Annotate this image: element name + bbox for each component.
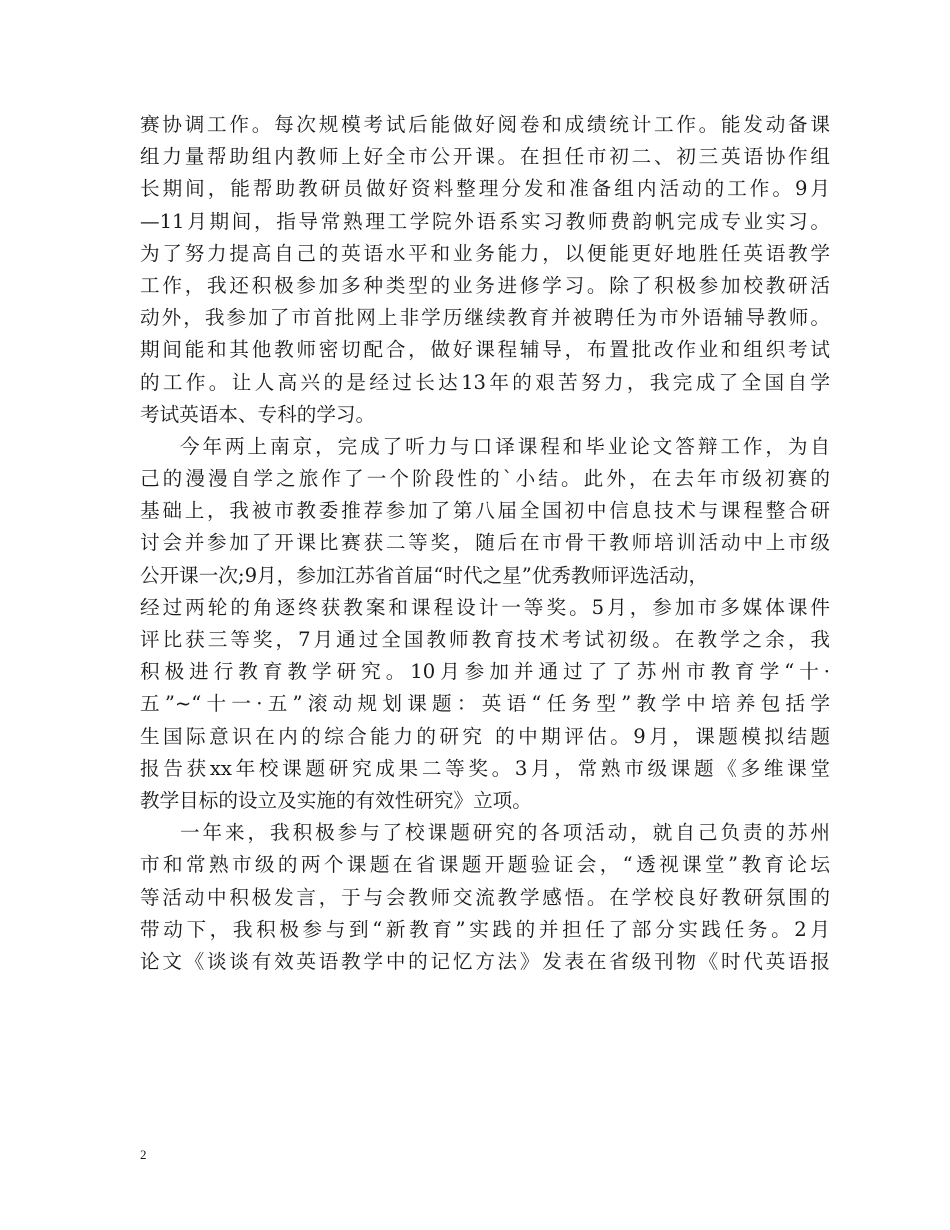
text-line: 论文《谈谈有效英语教学中的记忆方法》发表在省级刊物《时代英语报: [140, 949, 830, 973]
text-line: 评比获三等奖，7月通过全国教师教育技术考试初级。在教学之余，我: [140, 628, 830, 651]
text-line: 生国际意识在内的综合能力的研究 的中期评估。9月，课题模拟结题: [140, 724, 830, 748]
text-line: 的工作。让人高兴的是经过长达13年的艰苦努力，我完成了全国自学: [140, 370, 830, 394]
text-line: —11月期间，指导常熟理工学院外语系实习教师费韵帆完成专业实习。: [140, 209, 830, 233]
text-line: 报告获xx年校课题研究成果二等奖。3月，常熟市级课题《多维课堂: [140, 756, 830, 780]
text-line: 经过两轮的角逐终获教案和课程设计一等奖。5月，参加市多媒体课件: [140, 595, 830, 619]
text-line: 今年两上南京，完成了听力与口译课程和毕业论文答辩工作，为自: [180, 434, 830, 458]
text-line: 等活动中积极发言，于与会教师交流教学感悟。在学校良好教研氛围的: [140, 885, 830, 909]
text-line: 长期间，能帮助教研员做好资料整理分发和准备组内活动的工作。9月: [140, 177, 830, 201]
body-text: [140, 109, 830, 978]
text-line: 为了努力提高自己的英语水平和业务能力，以便能更好地胜任英语教学: [140, 241, 830, 265]
text-line: 教学目标的设立及实施的有效性研究》立项。: [140, 788, 532, 812]
text-line: 带动下，我积极参与到“新教育”实践的并担任了部分实践任务。2月: [140, 917, 830, 941]
text-line: 考试英语本、专科的学习。: [140, 402, 376, 426]
text-line: 基础上，我被市教委推荐参加了第八届全国初中信息技术与课程整合研: [140, 499, 830, 523]
text-line: 积极进行教育教学研究。10月参加并通过了了苏州市教育学“十·: [140, 660, 830, 684]
text-line: 赛协调工作。每次规模考试后能做好阅卷和成绩统计工作。能发动备课: [140, 113, 830, 136]
text-line: 一年来，我积极参与了校课题研究的各项活动，就自己负责的苏州: [180, 821, 830, 845]
text-line: 讨会并参加了开课比赛获二等奖，随后在市骨干教师培训活动中上市级: [140, 531, 830, 555]
text-line: 组力量帮助组内教师上好全市公开课。在担任市初二、初三英语协作组: [140, 145, 830, 169]
text-line: 己的漫漫自学之旅作了一个阶段性的`小结。此外，在去年市级初赛的: [140, 467, 830, 491]
text-line: 期间能和其他教师密切配合，做好课程辅导，布置批改作业和组织考试: [140, 338, 830, 362]
text-line: 动外，我参加了市首批网上非学历继续教育并被聘任为市外语辅导教师。: [140, 306, 830, 330]
text-line: 五”~“十一·五”滚动规划课题：英语“任务型”教学中培养包括学: [140, 692, 830, 716]
text-line: 工作，我还积极参加多种类型的业务进修学习。除了积极参加校教研活: [140, 273, 830, 297]
page-number: 2: [140, 1147, 147, 1162]
text-line: 市和常熟市级的两个课题在省课题开题验证会，“透视课堂”教育论坛: [140, 853, 830, 877]
text-line: 公开课一次;9月，参加江苏省首届“时代之星”优秀教师评选活动，: [140, 563, 709, 587]
